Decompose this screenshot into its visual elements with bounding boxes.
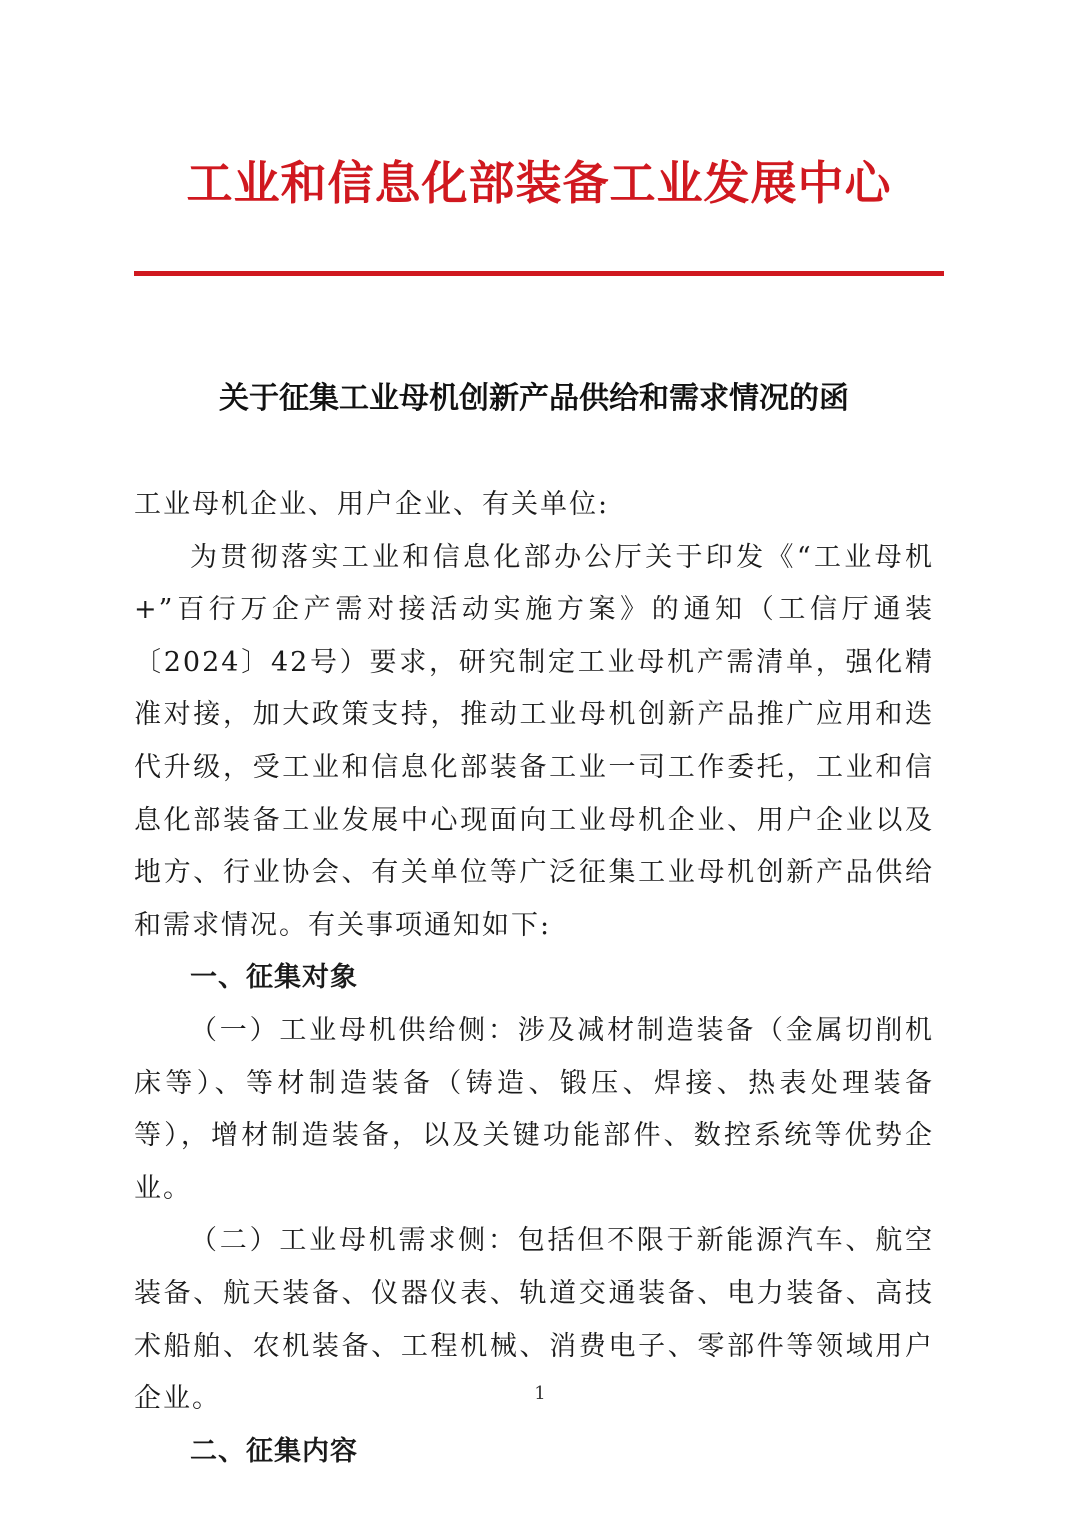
- letterhead-org-name: 工业和信息化部装备工业发展中心: [186, 156, 892, 210]
- intro-paragraph: 为贯彻落实工业和信息化部办公厅关于印发《“工业母机+”百行万企产需对接活动实施方案》的通知（工信厅通装〔2024〕42号）要求，研究制定工业母机产需清单，强化精准对接，加大政策支持，推动工业母机创新产品推广应用和迭代升级，受工业和信息化部装备工业一司工作委托，工业和信息化部装备工业发展中心现面向工业母机企业、用户企业以及地方、行业协会、有关单位等广泛征集工业母机创新产品供给和需求情况。有关事项通知如下:: [134, 541, 934, 941]
- section-heading-2: 二、征集内容: [190, 1435, 358, 1467]
- letterhead-red-rule: [134, 271, 944, 276]
- salutation: 工业母机企业、用户企业、有关单位:: [134, 489, 610, 520]
- page-number: 1: [534, 1383, 546, 1404]
- section1-item-2: （二）工业母机需求侧：包括但不限于新能源汽车、航空装备、航天装备、仪器仪表、轨道交通装备、电力装备、高技术船舶、农机装备、工程机械、消费电子、零部件等领域用户企业。: [134, 1225, 934, 1415]
- document-body: [134, 479, 934, 1478]
- document-title: 关于征集工业母机创新产品供给和需求情况的函: [219, 381, 849, 416]
- section1-item-1: （一）工业母机供给侧：涉及减材制造装备（金属切削机床等）、等材制造装备（铸造、锻压、焊接、热表处理装备等），增材制造装备，以及关键功能部件、数控系统等优势企业。: [134, 1014, 934, 1204]
- section-heading-1: 一、征集对象: [190, 962, 358, 994]
